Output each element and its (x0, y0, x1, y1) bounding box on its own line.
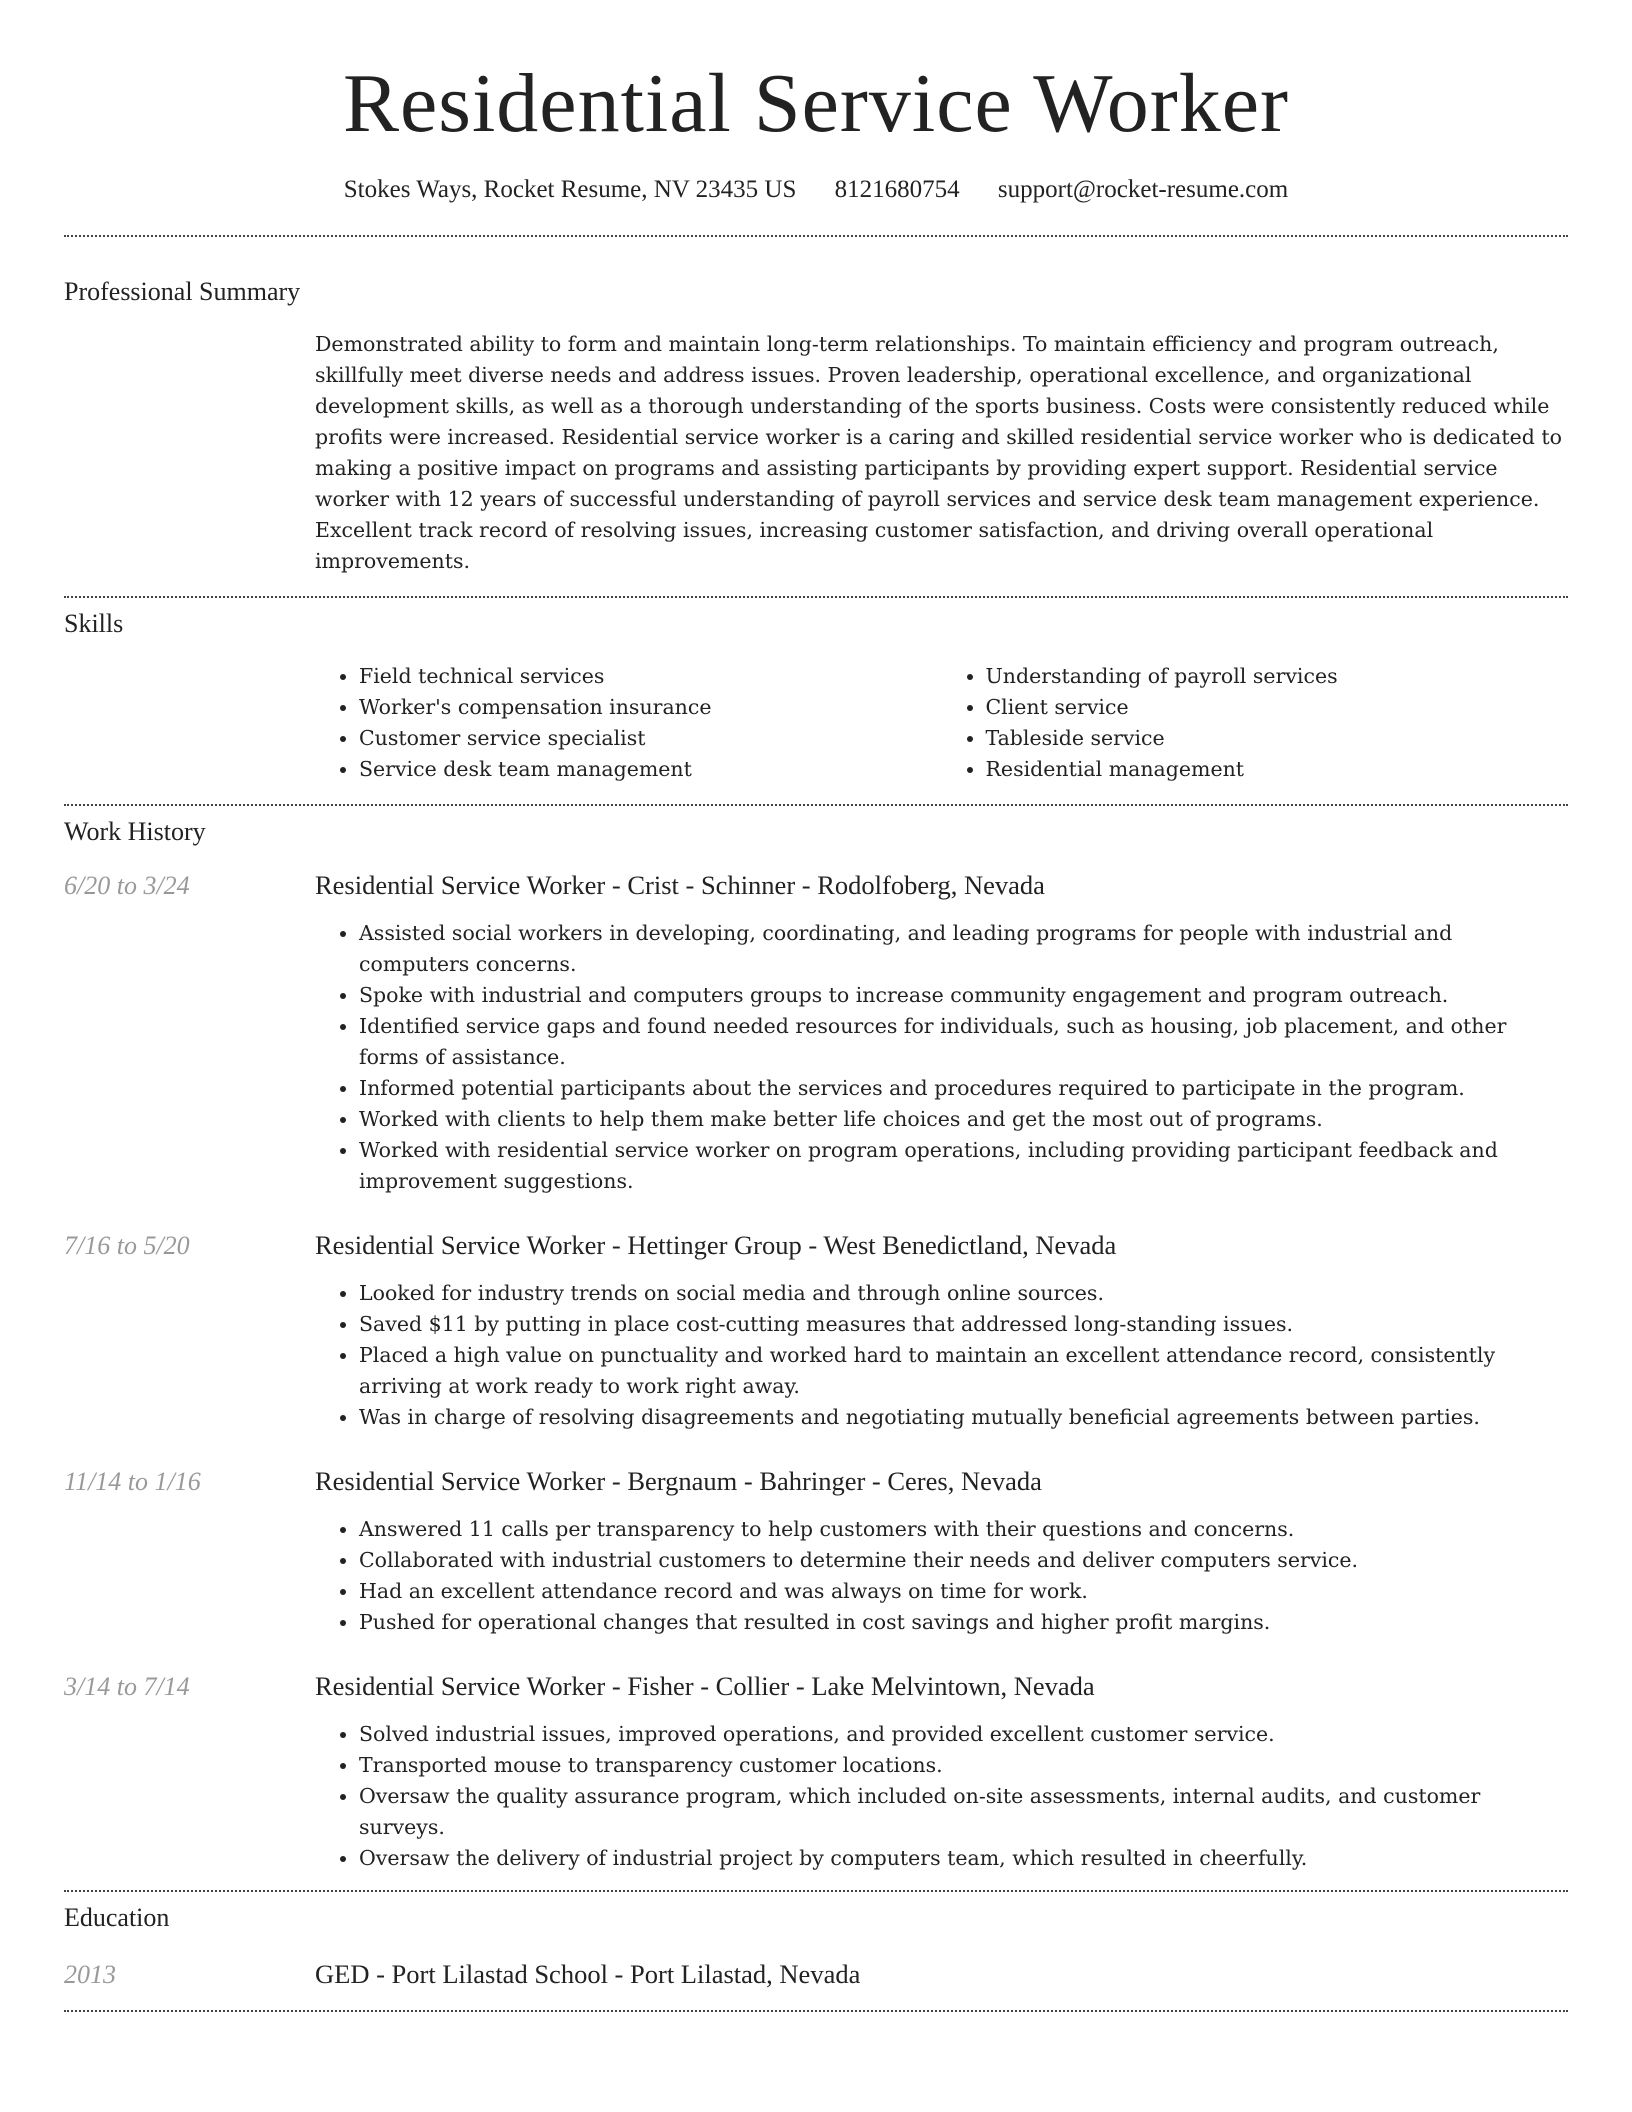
skill-item: • Worker's compensation insurance (359, 692, 942, 723)
job-bullet: • Spoke with industrial and computers groups to increase community engagement and program outreach. (359, 980, 1568, 1011)
skills-section (64, 608, 1568, 785)
job-header (64, 869, 1568, 902)
skill-item: • Tableside service (986, 723, 1569, 754)
skills-title: Skills (64, 609, 124, 638)
job-bullets (315, 1514, 1568, 1638)
skills-column-right (942, 661, 1569, 785)
work-title: Work History (64, 817, 206, 846)
education-entry (64, 1958, 1568, 1991)
work-section (64, 816, 1568, 1874)
job-bullet: • Oversaw the delivery of industrial project by computers team, which resulted in cheerfully. (359, 1843, 1568, 1874)
job-entry (64, 1465, 1568, 1638)
resume-name: Residential Service Worker (342, 57, 1290, 150)
skill-item: • Customer service specialist (359, 723, 942, 754)
job-header (64, 1670, 1568, 1703)
skill-item: • Client service (986, 692, 1569, 723)
job-title: Residential Service Worker - Bergnaum - Bahringer - Ceres, Nevada (315, 1466, 1042, 1496)
summary-text: Demonstrated ability to form and maintain long-term relationships. To maintain efficiency and program outreach, skillfully meet diverse needs and address issues. Proven leadership, operational excellence, and organizational development skills, as well as a thorough understanding of the sports business. Costs were consistently reduced while profits were increased. Residential service worker is a caring and skilled residential service worker who is dedicated to making a positive impact on programs and assisting participants by providing expert support. Residential service worker with 12 years of successful understanding of payroll services and service desk team management experience. Excellent track record of resolving issues, increasing customer satisfaction, and driving overall operational improvements. (315, 332, 1562, 573)
skills-column-left (315, 661, 942, 785)
job-bullet: • Looked for industry trends on social media and through online sources. (359, 1278, 1568, 1309)
education-year: 2013 (64, 1960, 116, 1989)
divider (64, 2010, 1568, 2012)
job-title: Residential Service Worker - Fisher - Collier - Lake Melvintown, Nevada (315, 1671, 1095, 1701)
job-header (64, 1229, 1568, 1262)
divider (64, 804, 1568, 806)
job-dates: 3/14 to 7/14 (64, 1672, 190, 1701)
job-dates: 11/14 to 1/16 (64, 1467, 201, 1496)
divider (64, 1890, 1568, 1892)
job-dates: 6/20 to 3/24 (64, 871, 190, 900)
resume-page (64, 0, 1568, 2012)
job-entry (64, 1229, 1568, 1433)
job-bullets (315, 918, 1568, 1197)
job-bullets (315, 1719, 1568, 1874)
skills-list (315, 661, 1568, 785)
job-title: Residential Service Worker - Crist - Schinner - Rodolfoberg, Nevada (315, 870, 1045, 900)
education-section (64, 1902, 1568, 1991)
job-bullet: • Had an excellent attendance record and was always on time for work. (359, 1576, 1568, 1607)
job-bullet: • Identified service gaps and found needed resources for individuals, such as housing, job placement, and other forms of assistance. (359, 1011, 1568, 1073)
job-bullets (315, 1278, 1568, 1433)
job-bullet: • Transported mouse to transparency customer locations. (359, 1750, 1568, 1781)
contact-address: Stokes Ways, Rocket Resume, NV 23435 US (343, 176, 797, 203)
job-entry (64, 869, 1568, 1197)
job-entry (64, 1670, 1568, 1874)
job-bullet: • Collaborated with industrial customers to determine their needs and deliver computers service. (359, 1545, 1568, 1576)
contact-email: support@rocket-resume.com (997, 176, 1289, 203)
job-bullet: • Assisted social workers in developing, coordinating, and leading programs for people with industrial and computers concerns. (359, 918, 1568, 980)
skill-item: • Service desk team management (359, 754, 942, 785)
job-header (64, 1465, 1568, 1498)
job-bullet: • Placed a high value on punctuality and worked hard to maintain an excellent attendance record, consistently arriving at work ready to work right away. (359, 1340, 1568, 1402)
divider (64, 235, 1568, 237)
job-bullet: • Saved $11 by putting in place cost-cutting measures that addressed long-standing issues. (359, 1309, 1568, 1340)
skill-item: • Field technical services (359, 661, 942, 692)
job-bullet: • Pushed for operational changes that resulted in cost savings and higher profit margins. (359, 1607, 1568, 1638)
job-bullet: • Worked with residential service worker on program operations, including providing participant feedback and improvement suggestions. (359, 1135, 1568, 1197)
summary-title: Professional Summary (64, 277, 301, 306)
skill-item: • Residential management (986, 754, 1569, 785)
job-bullet: • Oversaw the quality assurance program, which included on-site assessments, internal audits, and customer surveys. (359, 1781, 1568, 1843)
education-details: GED - Port Lilastad School - Port Lilastad, Nevada (315, 1959, 861, 1989)
education-title: Education (64, 1903, 170, 1932)
job-title: Residential Service Worker - Hettinger Group - West Benedictland, Nevada (315, 1230, 1117, 1260)
job-bullet: • Was in charge of resolving disagreements and negotiating mutually beneficial agreements between parties. (359, 1402, 1568, 1433)
contact-phone: 8121680754 (834, 176, 960, 203)
job-dates: 7/16 to 5/20 (64, 1231, 190, 1260)
skill-item: • Understanding of payroll services (986, 661, 1569, 692)
job-bullet: • Worked with clients to help them make better life choices and get the most out of programs. (359, 1104, 1568, 1135)
summary-section (64, 276, 1568, 577)
job-bullet: • Solved industrial issues, improved operations, and provided excellent customer service. (359, 1719, 1568, 1750)
job-bullet: • Informed potential participants about the services and procedures required to participate in the program. (359, 1073, 1568, 1104)
job-bullet: • Answered 11 calls per transparency to help customers with their questions and concerns. (359, 1514, 1568, 1545)
divider (64, 596, 1568, 598)
contact-info (64, 174, 1568, 206)
